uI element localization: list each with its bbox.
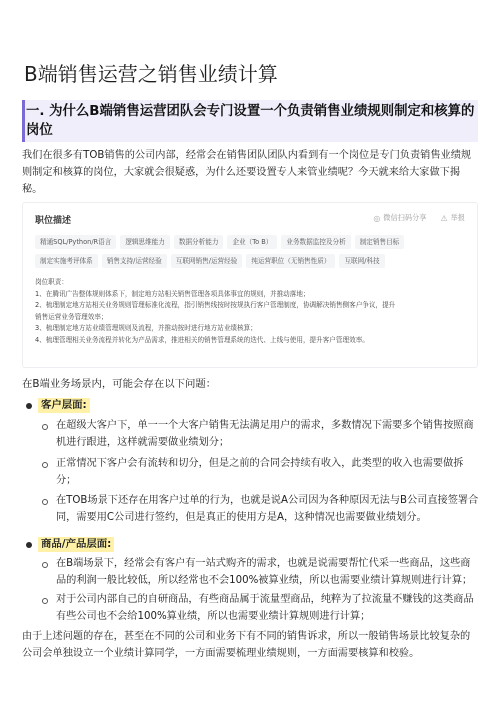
page-title: B端销售运营之销售业绩计算 xyxy=(24,62,278,86)
tag-row-1 xyxy=(35,235,469,249)
tag-row-2 xyxy=(35,254,469,268)
skill-tag: 精通SQL/Python/R语言 xyxy=(35,235,116,249)
customer-level-label: 客户层面: xyxy=(38,398,90,413)
duty-line: 3、梳理制定地方站业绩管理规则及流程，并推动按时进行地方站业绩核算； xyxy=(35,324,257,333)
skill-tag: 制定实施考评体系 xyxy=(35,254,98,268)
conclusion-paragraph: 由于上述问题的存在，甚至在不同的公司和业务下有不同的销售诉求，所以一般销售场景比较复杂的公司会单独设立一个业绩计算同学，一方面需要梳理业绩规则，一方面需要核算和校验。 xyxy=(22,631,471,659)
job-card-title: 职位描述 xyxy=(35,216,72,226)
skill-tag: 制定销售目标 xyxy=(355,235,405,249)
job-card-actions xyxy=(373,213,465,223)
sub-bullet xyxy=(42,598,48,604)
bullet-dot xyxy=(26,542,32,548)
customer-item-1: 在超级大客户下，单一一个大客户销售无法满足用户的需求，多数情况下需要多个销售按照商机进行跟进，这样就需要做业绩划分； xyxy=(56,420,474,448)
skill-tags xyxy=(35,235,469,273)
sub-bullet xyxy=(42,424,48,430)
product-item-1: 在B端场景下，经常会有客户有一站式购齐的需求，也就是说需要帮忙代采一些商品，这些商品的利润一般比较低，所以经常也不会100%被算业绩，所以也需要业绩计算规则进行计算； xyxy=(56,558,473,586)
report-label: 举报 xyxy=(450,213,465,222)
duty-line: 4、梳理管理相关业务流程并转化为产品需求，推进相关的销售管理系统的迭代、上线与使用，提升客户管理效率。 xyxy=(35,335,369,344)
warning-icon: ⚠ xyxy=(440,213,448,223)
sub-bullet xyxy=(42,562,48,568)
share-label: 微信扫码分享 xyxy=(383,213,427,222)
skill-tag: 数据分析能力 xyxy=(174,235,224,249)
skill-tag: 销售支持/运营经验 xyxy=(102,254,167,268)
customer-item-2: 正常情况下客户会有流转和切分，但是之前的合同会持续有收入，此类型的收入也需要做拆分； xyxy=(56,458,464,486)
sub-bullet xyxy=(42,499,48,505)
skill-tag: 互联网/科技 xyxy=(339,254,384,268)
bullet-dot xyxy=(26,403,32,409)
share-button[interactable] xyxy=(373,213,426,223)
skill-tag: 纯运营职位（无销售性质） xyxy=(246,254,335,268)
skill-tag: 逻辑思维能力 xyxy=(120,235,170,249)
scene-intro: 在B端业务场景内，可能会存在以下问题： xyxy=(22,378,217,390)
product-item-2: 对于公司内部自己的自研商品，有些商品属于流量型商品，纯粹为了拉流量不赚钱的这类商品有些公司也不会给100%算业绩，所以也需要业绩计算规则进行计算； xyxy=(56,594,474,622)
duty-line: 2、梳理制定地方站相关业务规则管理标准化流程，指引销售线按时按规执行客户管理制度，协调解决销售侧客户争议，提升 xyxy=(35,301,396,310)
job-duties xyxy=(35,277,465,347)
customer-item-3: 在TOB场景下还存在用客户过单的行为，也就是说A公司因为各种原因无法与B公司直接签署合同，需要用C公司进行签约，但是真正的使用方是A，这种情况也需要做业绩划分。 xyxy=(56,495,479,523)
duty-line: 1、在腾讯广告整体规则体系下，制定地方站相关销售管理各项具体事宜的规则，并推动落地； xyxy=(35,289,310,298)
intro-paragraph: 我们在很多有TOB销售的公司内部，经常会在销售团队团队内看到有一个岗位是专门负责销售业绩规则制定和核算的岗位，大家就会很疑惑，为什么还要设置专人来管业绩呢？今天就来给大家做下揭秘。 xyxy=(22,150,472,195)
product-level-label: 商品/产品层面: xyxy=(38,537,114,552)
duty-title: 岗位职责： xyxy=(35,278,68,286)
skill-tag: 互联网销售/运营经验 xyxy=(171,254,243,268)
job-card-header xyxy=(35,213,465,229)
report-button[interactable] xyxy=(440,213,465,223)
skill-tag: 企业（To B） xyxy=(227,235,277,249)
skill-tag: 业务数据监控及分析 xyxy=(281,235,350,249)
duty-line: 销售运营业务管理效率； xyxy=(35,312,108,321)
wechat-icon: ◎ xyxy=(373,213,381,223)
sub-bullet xyxy=(42,462,48,468)
section-heading: 一. 为什么B端销售运营团队会专门设置一个负责销售业绩规则制定和核算的岗位 xyxy=(26,104,475,138)
job-description-card xyxy=(22,202,478,368)
